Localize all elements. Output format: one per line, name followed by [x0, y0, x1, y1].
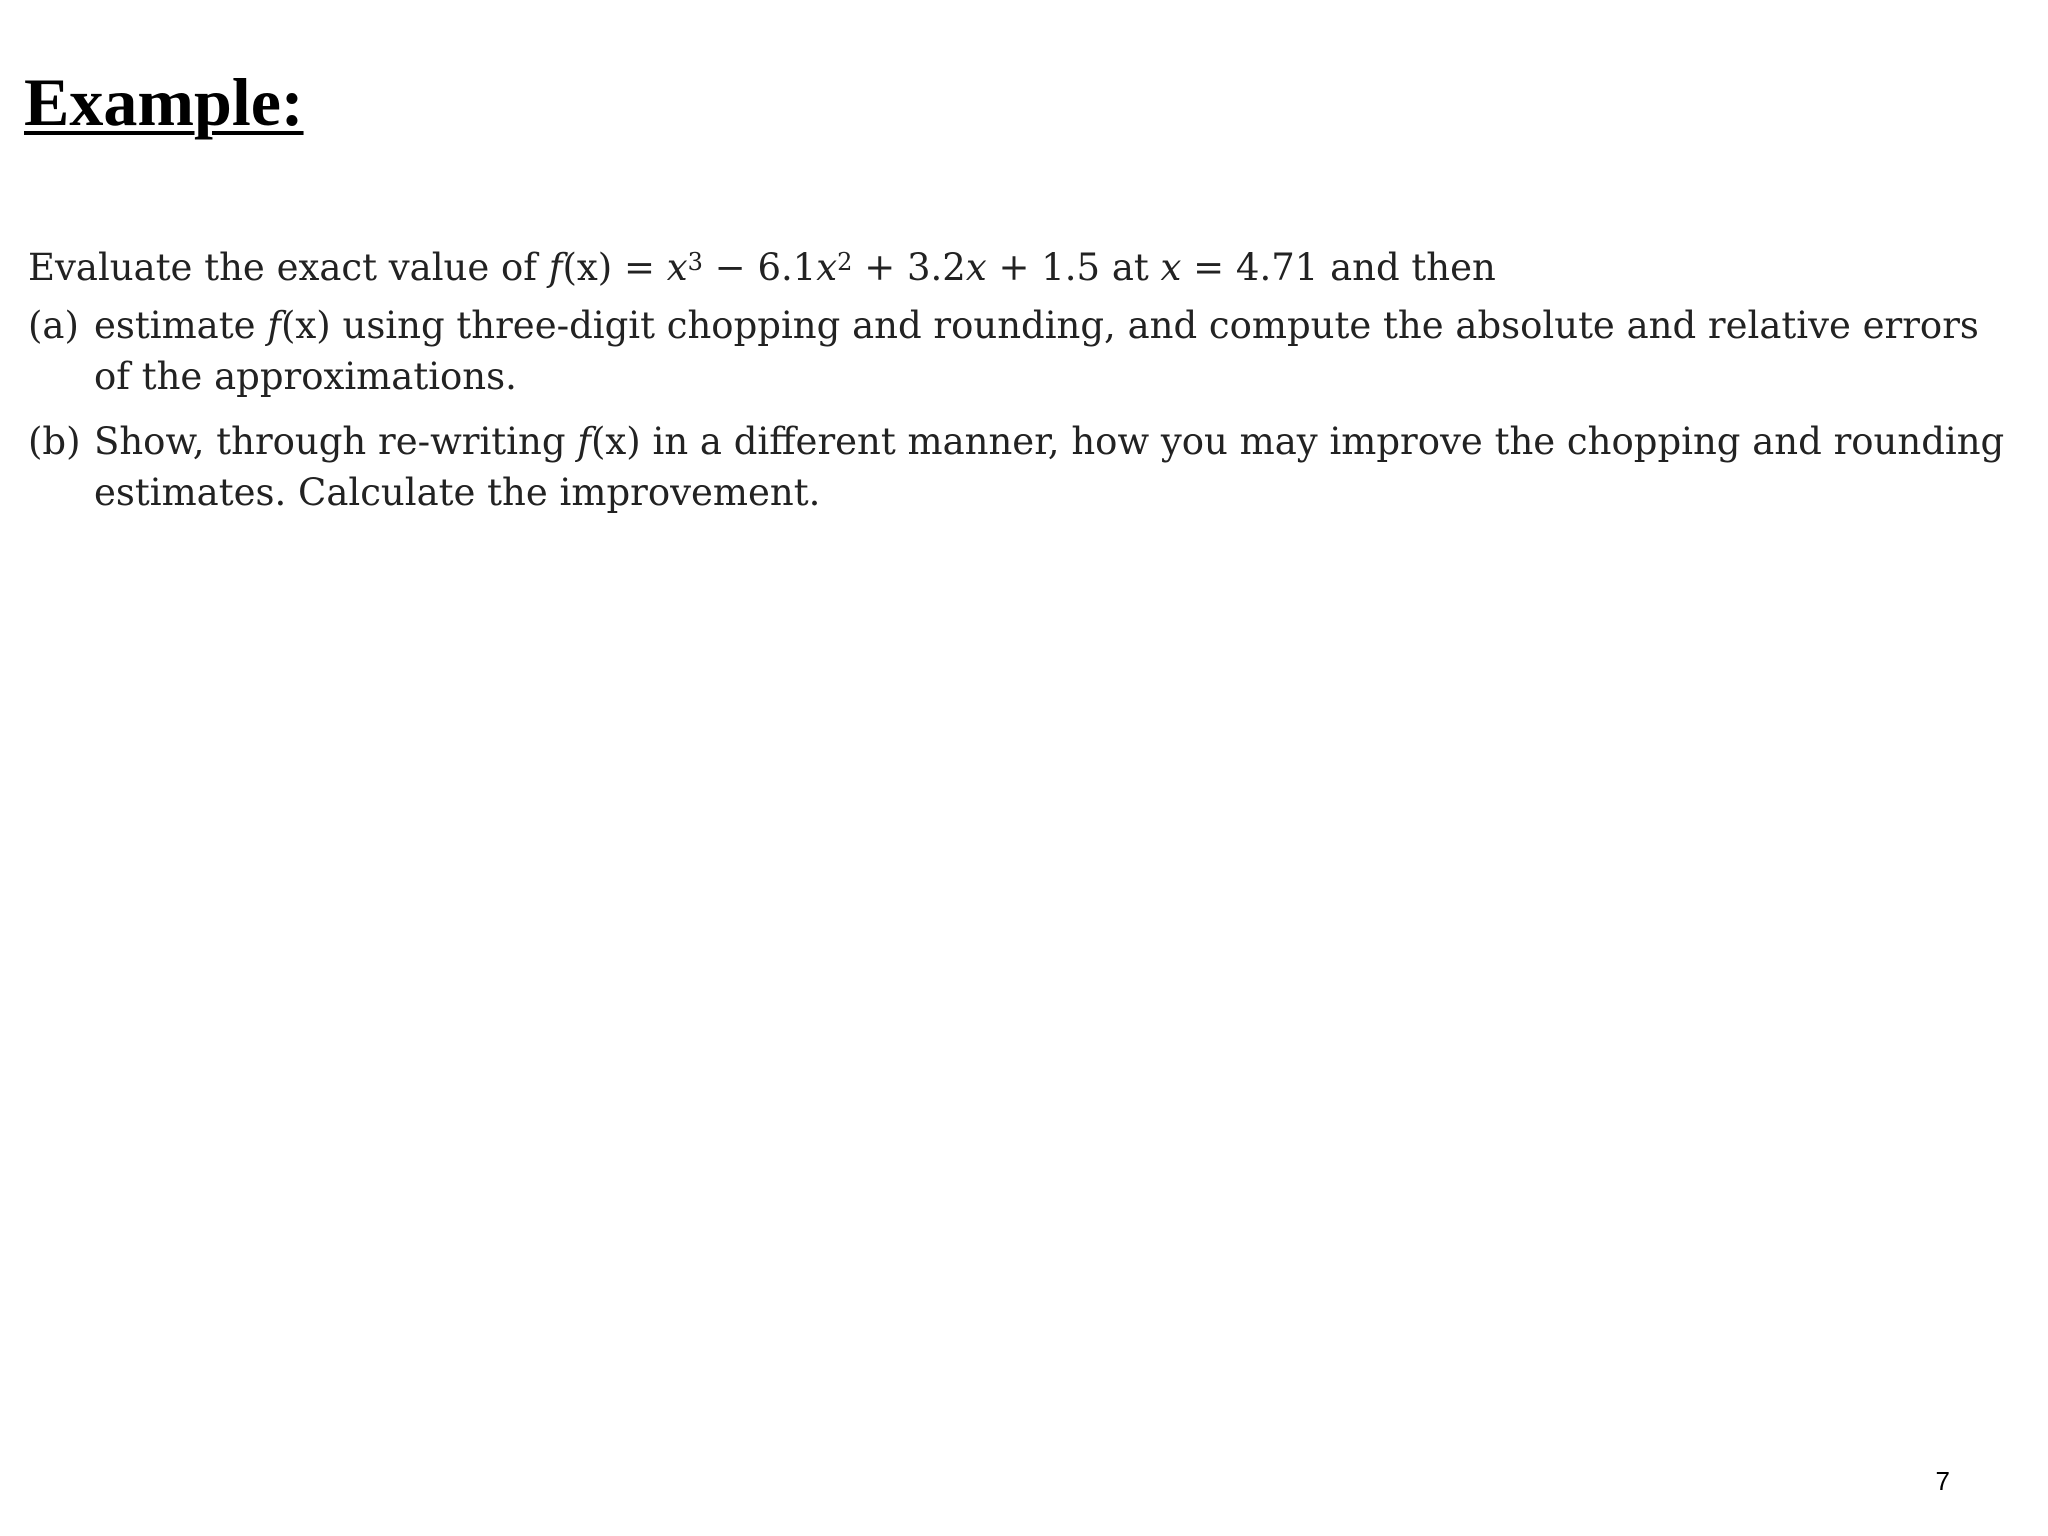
part-a-text-before: estimate: [94, 304, 256, 347]
cubic-term-var: x: [666, 246, 688, 289]
part-a-func-arg: (x): [280, 304, 331, 347]
constant-term: + 1.5 at: [986, 246, 1161, 289]
linear-term-coef: + 3.2: [852, 246, 966, 289]
part-a-text-after: using three-digit chopping and rounding, and compute the absolute and relative errors of the approximations.: [94, 304, 1979, 398]
slide-title: Example:: [24, 64, 304, 140]
quadratic-term-coef: − 6.1: [702, 246, 817, 289]
intro-prefix: Evaluate the exact value of: [28, 246, 538, 289]
linear-term-var: x: [965, 246, 987, 289]
problem-intro: [28, 238, 2018, 298]
part-b: [28, 416, 2018, 518]
evaluation-value: = 4.71 and then: [1181, 246, 1496, 289]
part-a-label: (a): [28, 304, 79, 347]
quadratic-term-var: x: [816, 246, 838, 289]
page-number: 7: [1935, 1466, 1950, 1496]
part-b-text-after: in a different manner, how you may improve the chopping and rounding estimates. Calculate the improvement.: [94, 420, 2005, 514]
part-a-text: [94, 300, 2018, 402]
quadratic-term-power: 2: [837, 248, 853, 276]
part-a-func: f: [267, 304, 281, 347]
part-a: [28, 300, 2018, 402]
part-b-func: f: [577, 420, 591, 463]
part-b-label: (b): [28, 420, 81, 463]
equals-sign: =: [612, 246, 667, 289]
problem-statement: [28, 238, 2018, 518]
part-b-func-arg: (x): [590, 420, 641, 463]
function-arg: (x): [562, 246, 613, 289]
function-name: f: [548, 246, 563, 289]
evaluation-var: x: [1160, 246, 1182, 289]
part-b-text-before: Show, through re-writing: [94, 420, 566, 463]
cubic-term-power: 3: [687, 248, 703, 276]
part-b-text: [94, 416, 2018, 518]
